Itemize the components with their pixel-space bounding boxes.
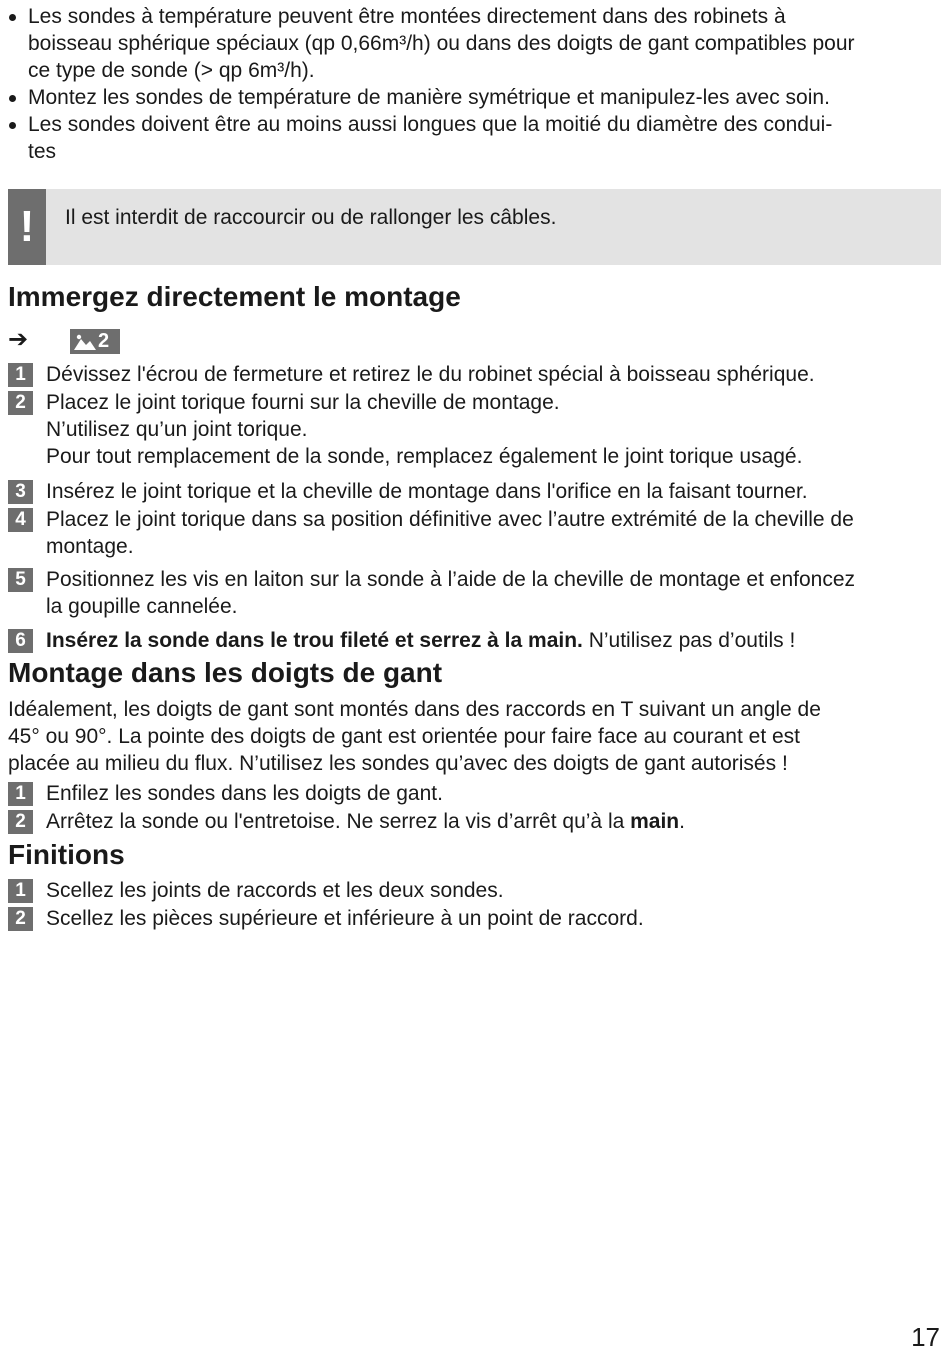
step-text: Pour tout remplacement de la sonde, remplacez également le joint torique usagé. — [46, 445, 803, 468]
figure-badge — [70, 329, 120, 354]
step-item — [8, 808, 943, 835]
image-icon — [74, 334, 96, 350]
step-rest-text: N’utilisez pas d’outils ! — [582, 629, 796, 652]
step-text: la goupille cannelée. — [46, 595, 238, 618]
bullet-dot-icon — [9, 95, 16, 102]
figure-number: 2 — [98, 330, 110, 352]
step-text: Positionnez les vis en laiton sur la sonde à l’aide de la cheville de montage et enfoncez — [46, 568, 856, 591]
step-text: Arrêtez la sonde ou l'entretoise. Ne serrez la vis d’arrêt qu’à la main. — [46, 810, 685, 833]
step-bold-text: main — [630, 810, 680, 833]
step-number: 4 — [8, 508, 33, 532]
step-bold-text: Insérez la sonde dans le trou fileté et serrez à la main. — [46, 629, 583, 652]
step-number: 2 — [8, 810, 33, 834]
step-number: 1 — [8, 363, 33, 387]
bullet-item: Les sondes à température peuvent être montées directement dans des robinets à boisseau sphérique spéciaux (qp 0,66m³/h) ou dans des doigts de gant compatibles pour ce type de sonde (> qp 6m³/h). — [8, 3, 943, 84]
step-item — [8, 361, 943, 388]
paragraph: Idéalement, les doigts de gant sont montés dans des raccords en T suivant un angle de 45° ou 90°. La pointe des doigts de gant est orientée pour faire face au courant et est placée au milieu du flux. N’utilisez les sondes qu’avec des doigts de gant autorisés ! — [8, 698, 821, 775]
step-number: 2 — [8, 907, 33, 931]
step-item — [8, 905, 943, 932]
step-number: 1 — [8, 879, 33, 903]
bullet-dot-icon — [9, 122, 16, 129]
bullet-list — [8, 3, 943, 165]
step-item — [8, 566, 943, 620]
bullet-item: Les sondes doivent être au moins aussi longues que la moitié du diamètre des condui- tes — [8, 111, 943, 165]
step-number: 2 — [8, 391, 33, 415]
step-number: 3 — [8, 480, 33, 504]
section-title-finishing: Finitions — [8, 839, 125, 870]
page-number: 17 — [911, 1322, 940, 1352]
step-item — [8, 877, 943, 904]
bullet-item: Montez les sondes de température de manière symétrique et manipulez-les avec soin. — [8, 84, 943, 111]
arrow-right-icon: ➔ — [8, 326, 29, 353]
step-text: Enfilez les sondes dans les doigts de gant. — [46, 782, 443, 805]
section-title-immersion: Immergez directement le montage — [8, 281, 461, 312]
step-number: 6 — [8, 629, 33, 653]
step-text: Placez le joint torique fourni sur la cheville de montage. — [46, 391, 560, 414]
step-text: Insérez le joint torique et la cheville de montage dans l'orifice en la faisant tourner. — [46, 480, 808, 503]
step-text: montage. — [46, 535, 134, 558]
step-item — [8, 478, 943, 505]
step-item — [8, 780, 943, 807]
bullet-dot-icon — [9, 14, 16, 21]
step-text: Placez le joint torique dans sa position définitive avec l’autre extrémité de la cheville de — [46, 508, 854, 531]
step-item — [8, 389, 943, 470]
step-text — [46, 627, 943, 654]
step-number: 5 — [8, 568, 33, 592]
step-number: 1 — [8, 782, 33, 806]
step-item — [8, 506, 943, 560]
step-text: Dévissez l'écrou de fermeture et retirez le du robinet spécial à boisseau sphérique. — [46, 363, 815, 386]
step-text: N’utilisez qu’un joint torique. — [46, 418, 308, 441]
warning-icon: ! — [8, 189, 46, 265]
step-text: Scellez les pièces supérieure et inférieure à un point de raccord. — [46, 907, 644, 930]
section-title-glove-fingers: Montage dans les doigts de gant — [8, 657, 443, 688]
warning-box — [8, 189, 941, 265]
step-item — [8, 627, 943, 654]
warning-text: Il est interdit de raccourcir ou de rallonger les câbles. — [65, 206, 557, 229]
step-text: Scellez les joints de raccords et les deux sondes. — [46, 879, 504, 902]
